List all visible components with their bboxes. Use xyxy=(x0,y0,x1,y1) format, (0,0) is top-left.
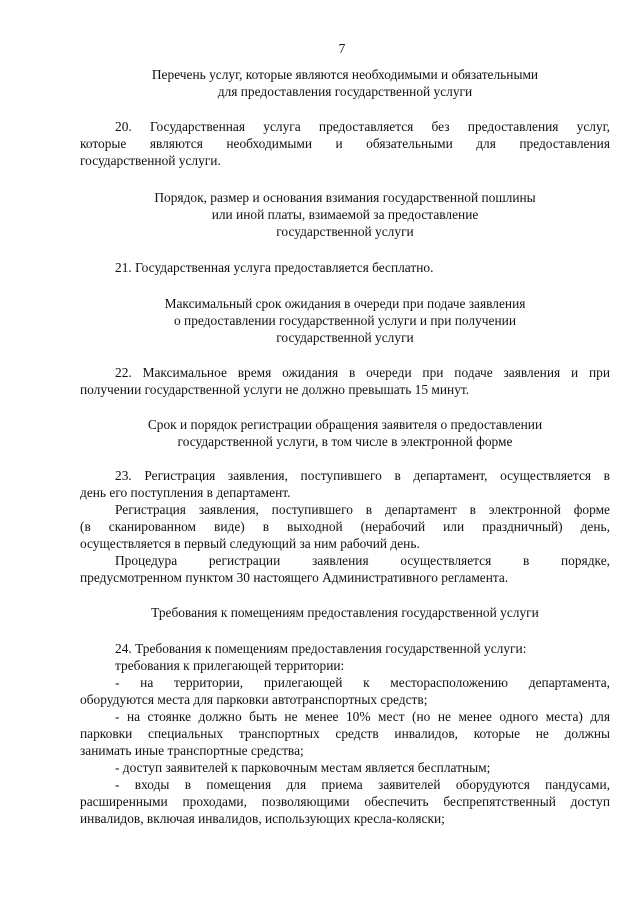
paragraph-line: занимать иные транспортные средства; xyxy=(80,743,304,758)
heading-line: Срок и порядок регистрации обращения заявителя о предоставлении xyxy=(147,417,543,432)
paragraph-22 xyxy=(80,364,610,398)
heading-fee xyxy=(80,189,610,240)
heading-line: для предоставления государственной услуги xyxy=(217,84,473,99)
heading-line: государственной услуги xyxy=(276,224,414,239)
heading-line: государственной услуги xyxy=(276,330,414,345)
paragraph-line: 22. Максимальное время ожидания в очереди при подаче заявления и при xyxy=(115,365,610,380)
paragraph-line: 23. Регистрация заявления, поступившего в департамент, осуществляется в xyxy=(115,468,610,483)
heading-waiting-time xyxy=(80,295,610,346)
heading-line: Максимальный срок ожидания в очереди при подаче заявления xyxy=(164,296,526,311)
paragraph-21 xyxy=(80,259,610,276)
paragraph-line: оборудуются места для парковки автотранспортных средств; xyxy=(80,692,428,707)
page-number: 7 xyxy=(338,41,346,56)
paragraph-line: государственной услуги. xyxy=(80,153,221,168)
paragraph-line: Процедура регистрации заявления осуществляется в порядке, xyxy=(115,553,610,568)
paragraph-23 xyxy=(80,467,610,586)
paragraph-line: 20. Государственная услуга предоставляется без предоставления услуг, xyxy=(115,119,610,134)
heading-line: или иной платы, взимаемой за предоставление xyxy=(211,207,479,222)
paragraph-20 xyxy=(80,118,610,169)
paragraph-line: - на территории, прилегающей к месторасположению департамента, xyxy=(115,675,610,690)
heading-line: Порядок, размер и основания взимания государственной пошлины xyxy=(154,190,536,205)
paragraph-line: получении государственной услуги не должно превышать 15 минут. xyxy=(80,382,470,397)
heading-required-services xyxy=(80,66,610,100)
heading-line: государственной услуги, в том числе в электронной форме xyxy=(177,434,513,449)
paragraph-line: - входы в помещения для приема заявителей оборудуются пандусами, xyxy=(115,777,610,792)
heading-premises xyxy=(80,604,610,621)
paragraph-line: инвалидов, включая инвалидов, использующих кресла-коляски; xyxy=(80,811,445,826)
heading-line: Требования к помещениям предоставления государственной услуги xyxy=(151,605,539,620)
paragraph-line: Регистрация заявления, поступившего в департамент в электронной форме xyxy=(115,502,610,517)
paragraph-line: которые являются необходимыми и обязательными для предоставления xyxy=(80,136,610,151)
heading-line: Перечень услуг, которые являются необходимыми и обязательными xyxy=(151,67,539,82)
paragraph-line: осуществляется в первый следующий за ним рабочий день. xyxy=(80,536,420,551)
paragraph-line: требования к прилегающей территории: xyxy=(115,658,345,673)
paragraph-line: предусмотренном пунктом 30 настоящего Административного регламента. xyxy=(80,570,509,585)
heading-registration xyxy=(80,416,610,450)
paragraph-24 xyxy=(80,640,610,827)
heading-line: о предоставлении государственной услуги и при получении xyxy=(174,313,516,328)
paragraph-line: расширенными проходами, позволяющими обеспечить беспрепятственный доступ xyxy=(80,794,610,809)
paragraph-line: 21. Государственная услуга предоставляется бесплатно. xyxy=(115,260,434,275)
paragraph-line: парковки специальных транспортных средств инвалидов, которые не должны xyxy=(80,726,610,741)
paragraph-line: - доступ заявителей к парковочным местам является бесплатным; xyxy=(115,760,491,775)
paragraph-line: - на стоянке должно быть не менее 10% мест (но не менее одного места) для xyxy=(115,709,610,724)
paragraph-line: (в сканированном виде) в выходной (нерабочий или праздничный) день, xyxy=(80,519,610,534)
paragraph-line: день его поступления в департамент. xyxy=(80,485,291,500)
paragraph-line: 24. Требования к помещениям предоставления государственной услуги: xyxy=(115,641,527,656)
